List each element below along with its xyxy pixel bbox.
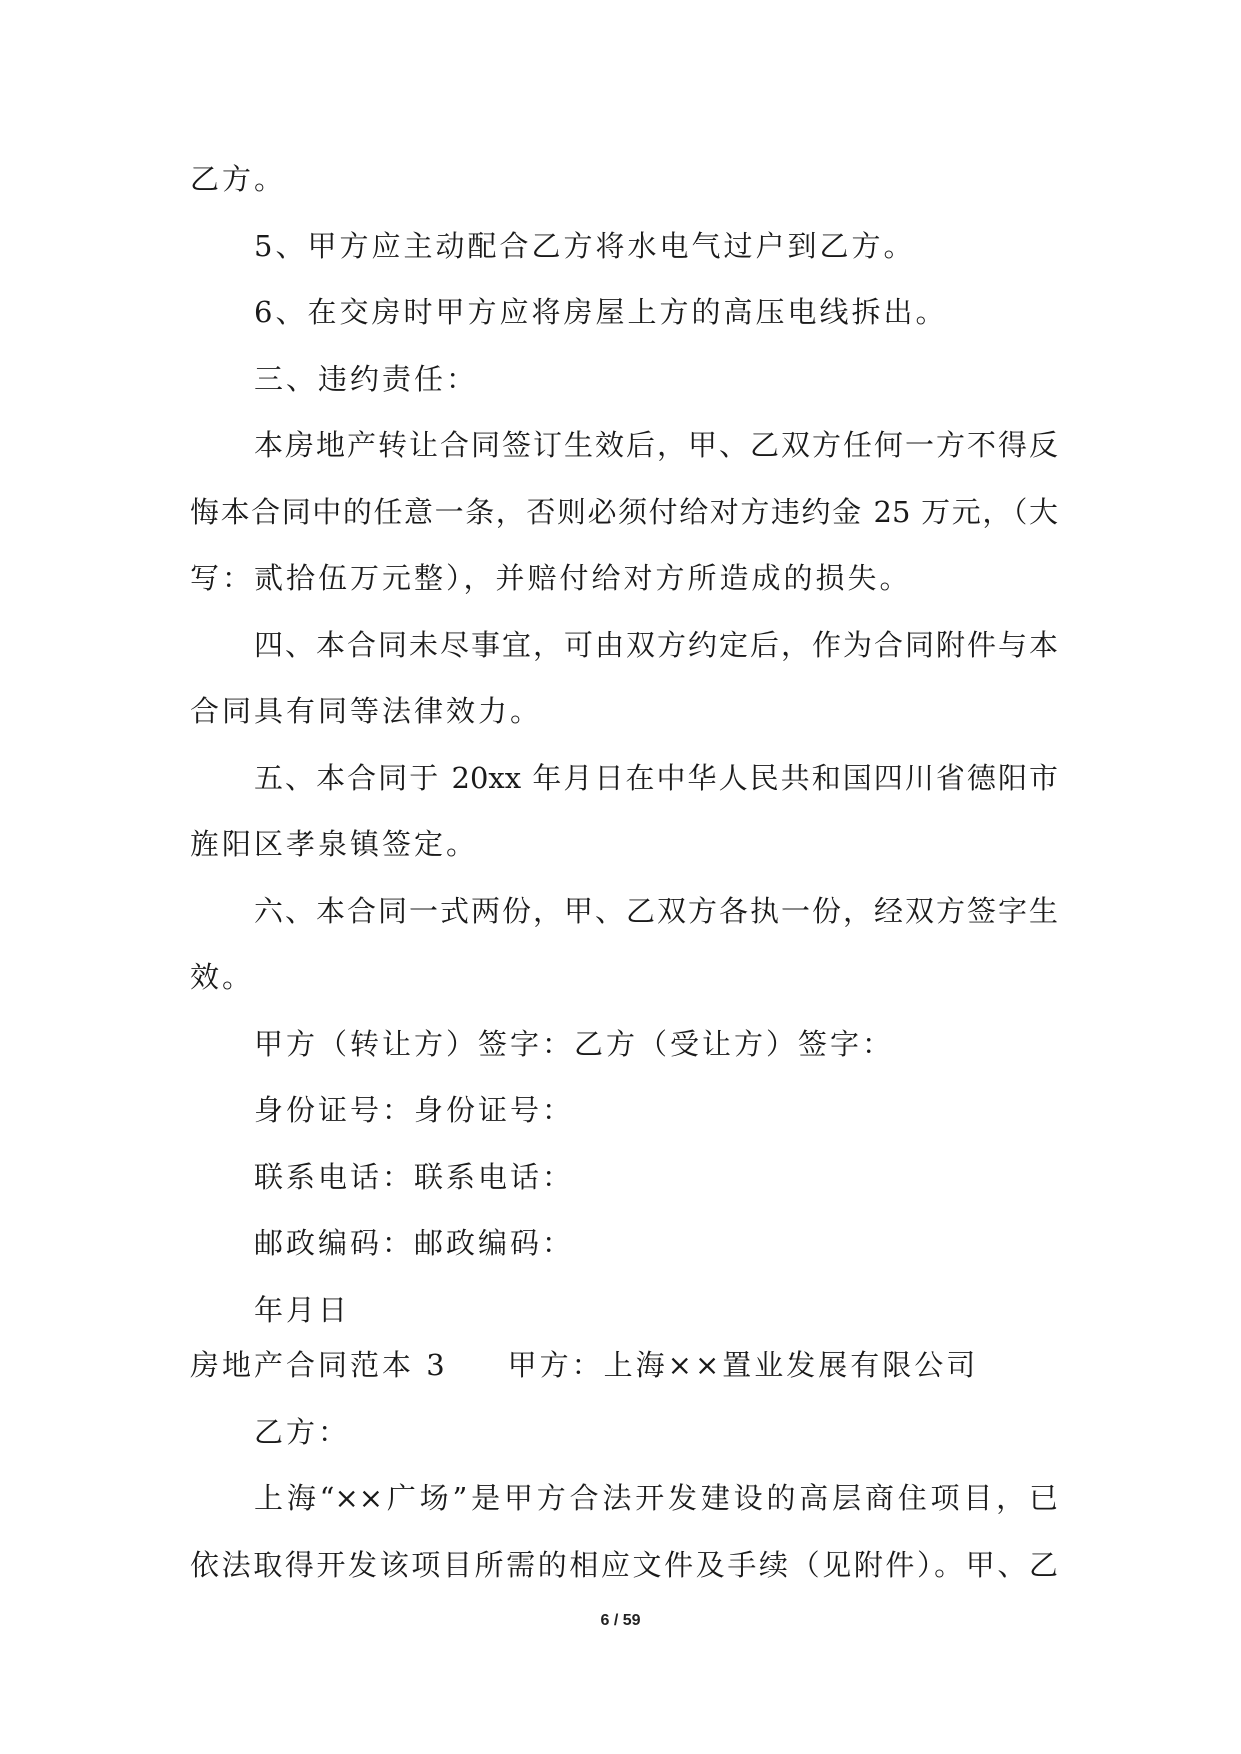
postal-code-line: 邮政编码：邮政编码： [254, 1226, 575, 1260]
text-line: 合同具有同等法律效力。 [190, 694, 543, 728]
text-line: 上海“××广场”是甲方合法开发建设的高层商住项目，已 [254, 1481, 1058, 1515]
text-line: 四、本合同未尽事宜，可由双方约定后，作为合同附件与本 [254, 628, 1058, 662]
text-line: 悔本合同中的任意一条，否则必须付给对方违约金 25 万元，（大 [190, 495, 1058, 529]
id-number-line: 身份证号：身份证号： [254, 1093, 575, 1127]
text-line: 本房地产转让合同签订生效后，甲、乙双方任何一方不得反 [254, 428, 1058, 462]
section-heading-row [190, 1345, 978, 1385]
signature-line: 甲方（转让方）签字：乙方（受让方）签字： [254, 1027, 895, 1061]
party-a-name: 甲方：上海××置业发展有限公司 [507, 1348, 979, 1382]
phone-line: 联系电话：联系电话： [254, 1160, 575, 1194]
text-line: 旌阳区孝泉镇签定。 [190, 827, 479, 861]
text-line: 依法取得开发该项目所需的相应文件及手续（见附件）。甲、乙 [190, 1548, 1058, 1582]
text-line: 5、甲方应主动配合乙方将水电气过户到乙方。 [254, 229, 916, 263]
text-line: 效。 [190, 960, 255, 994]
party-b-line: 乙方： [254, 1415, 351, 1449]
text-line: 乙方。 [190, 162, 287, 196]
text-line: 六、本合同一式两份，甲、乙双方各执一份，经双方签字生 [254, 894, 1058, 928]
section-title: 房地产合同范本 3 [190, 1348, 448, 1382]
date-line: 年月日 [254, 1293, 351, 1327]
text-line: 五、本合同于 20xx 年月日在中华人民共和国四川省德阳市 [254, 761, 1058, 795]
page-number: 6 / 59 [600, 1612, 641, 1629]
text-line: 写：贰拾伍万元整），并赔付给对方所造成的损失。 [190, 561, 912, 595]
text-line: 三、违约责任： [254, 362, 479, 396]
text-line: 6、在交房时甲方应将房屋上方的高压电线拆出。 [254, 295, 948, 329]
